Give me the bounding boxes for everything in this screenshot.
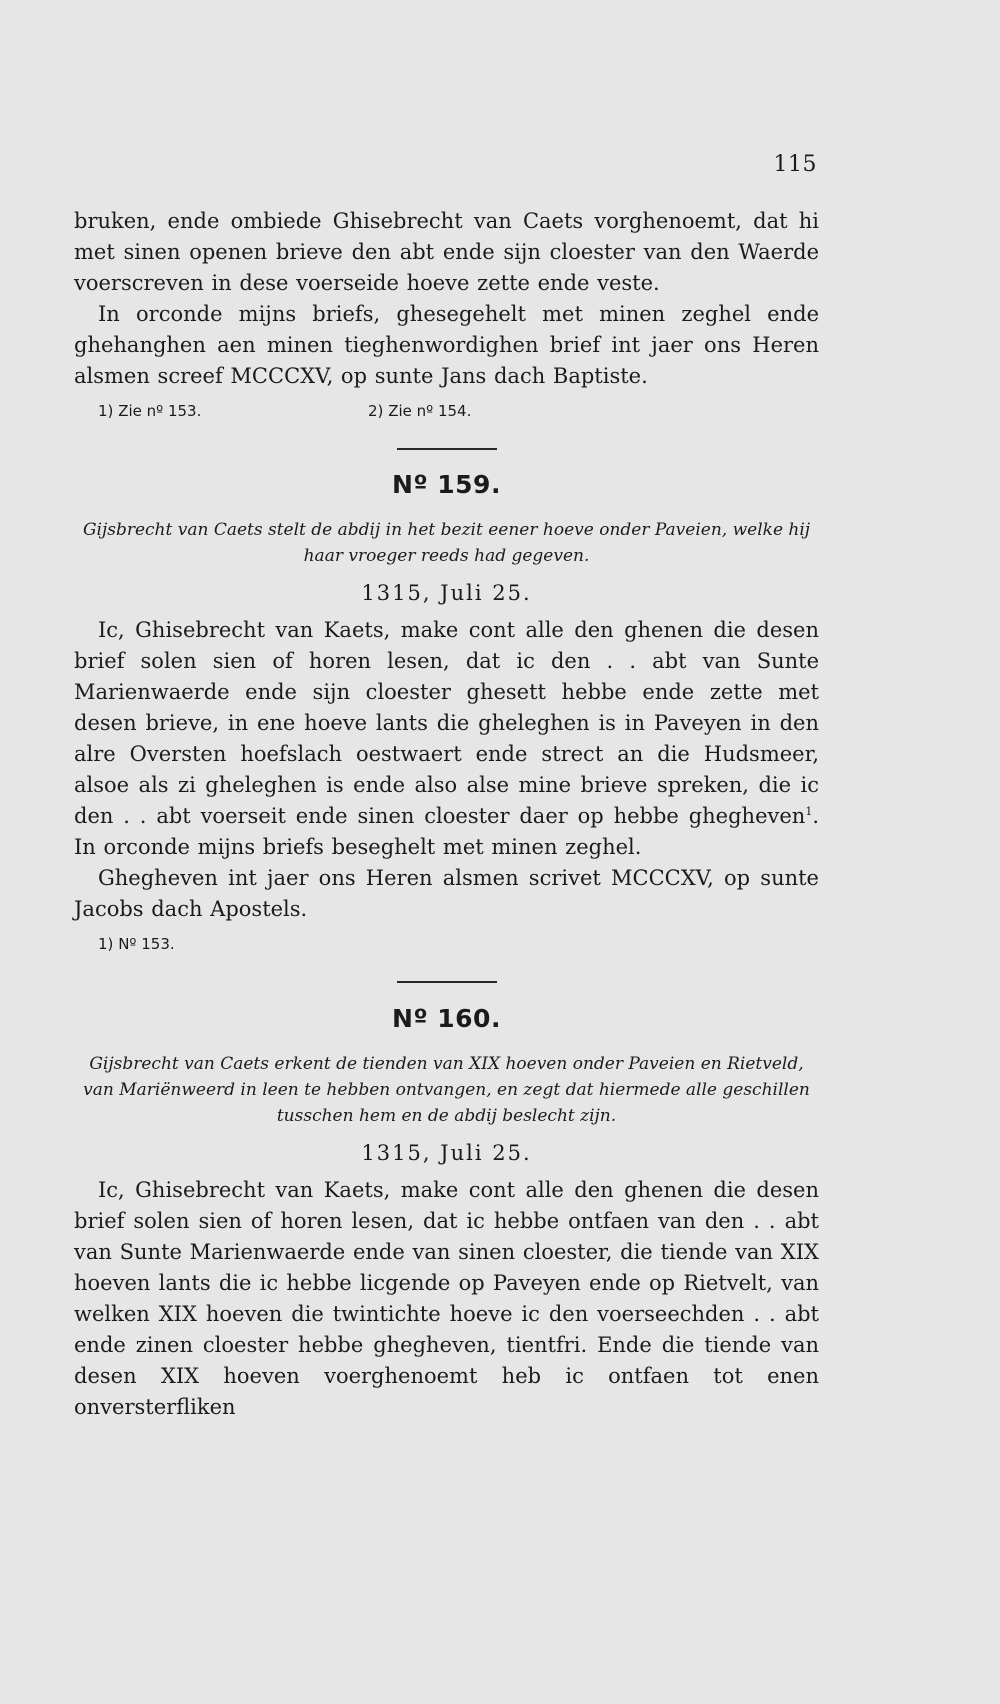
charter-160 [74, 966, 819, 1423]
charter-159 [74, 432, 819, 983]
charter-date: 1315, Juli 25. [361, 1141, 532, 1165]
footnote-marker: 1) [98, 935, 114, 953]
paragraph-text: Ic, Ghisebrecht van Kaets, make cont alle den ghenen die desen brief solen sien of horen lesen, dat ic den . . abt van Sunte Marienwaerde ende sijn cloester ghesett hebbe ende zette met desen brieve, in ene hoeve lants die gheleghen is in Paveyen in den alre Oversten hoefslach oestwaert ende strect an die Hudsmeer, alsoe als zi gheleghen is ende also alse mine brieve spreken, die ic den . . abt voerseit ende sinen cloester daer op hebbe ghegheven [74, 618, 819, 828]
paragraph-text: In orconde mijns briefs beseghelt met minen zeghel. [74, 835, 642, 859]
charter-date: 1315, Juli 25. [361, 581, 532, 605]
footnote-text: Nº 153. [118, 935, 175, 953]
footnote-text: Zie nº 153. [118, 402, 202, 420]
paragraph: In orconde mijns briefs, ghesegehelt met minen zeghel ende ghehanghen aen minen tieghenwordighen brief int jaer ons Heren alsmen screef MCCCXV, op sunte Jans dach Baptiste. [74, 302, 819, 388]
footnote-marker: 2) [368, 402, 384, 420]
paragraph: bruken, ende ombiede Ghisebrecht van Caets vorghenoemt, dat hi met sinen openen brieve den abt ende sijn cloester van den Waerde voerscreven in dese voerseide hoeve zette ende veste. [74, 209, 819, 295]
paragraph: Ic, Ghisebrecht van Kaets, make cont alle den ghenen die desen brief solen sien of horen lesen, dat ic den . . abt van Sunte Marienwaerde ende sijn cloester ghesett hebbe ende zette met desen brieve, in ene hoeve lants die gheleghen is in Paveyen in den alre Oversten hoefslach oestwaert ende strect an die Hudsmeer, alsoe als zi gheleghen is ende also alse mine brieve spreken, die ic den . . abt voerseit ende sinen cloester daer op hebbe ghegheven$^1$. In orconde mijns briefs beseghelt met minen zeghel. [74, 618, 819, 859]
footnote-reference: 1 [805, 805, 813, 818]
section-continuation [74, 206, 819, 450]
page-number: 115 [773, 152, 817, 177]
charter-number: Nº 159. [392, 470, 501, 499]
footnote-text: Zie nº 154. [388, 402, 472, 420]
paragraph: Ghegheven int jaer ons Heren alsmen scrivet MCCCXV, op sunte Jacobs dach Apostels. [74, 866, 819, 921]
footnote [368, 400, 638, 422]
footnotes [74, 933, 819, 955]
footnote [98, 933, 368, 955]
charter-summary: Gijsbrecht van Caets erkent de tienden van XIX hoeven onder Paveien en Rietveld, van Mariënweerd in leen te hebben ontvangen, en zegt dat hiermede alle geschillen tusschen hem en de abdij beslecht zijn. [83, 1054, 810, 1126]
footnotes [74, 400, 819, 422]
charter-summary: Gijsbrecht van Caets stelt de abdij in het bezit eener hoeve onder Paveien, welke hij haar vroeger reeds had gegeven. [82, 520, 811, 566]
charter-number: Nº 160. [392, 1004, 501, 1033]
paragraph: Ic, Ghisebrecht van Kaets, make cont alle den ghenen die desen brief solen sien of horen lesen, dat ic hebbe ontfaen van den . . abt van Sunte Marienwaerde ende van sinen cloester, die tiende van XIX hoeven lants die ic hebbe licgende op Paveyen ende op Rietvelt, van welken XIX hoeven die twintichte hoeve ic den voerseechden . . abt ende zinen cloester hebbe ghegheven, tientfri. Ende die tiende van desen XIX hoeven voerghenoemt heb ic ontfaen tot enen onversterfliken [74, 1178, 819, 1419]
footnote [98, 400, 368, 422]
footnote-marker: 1) [98, 402, 114, 420]
